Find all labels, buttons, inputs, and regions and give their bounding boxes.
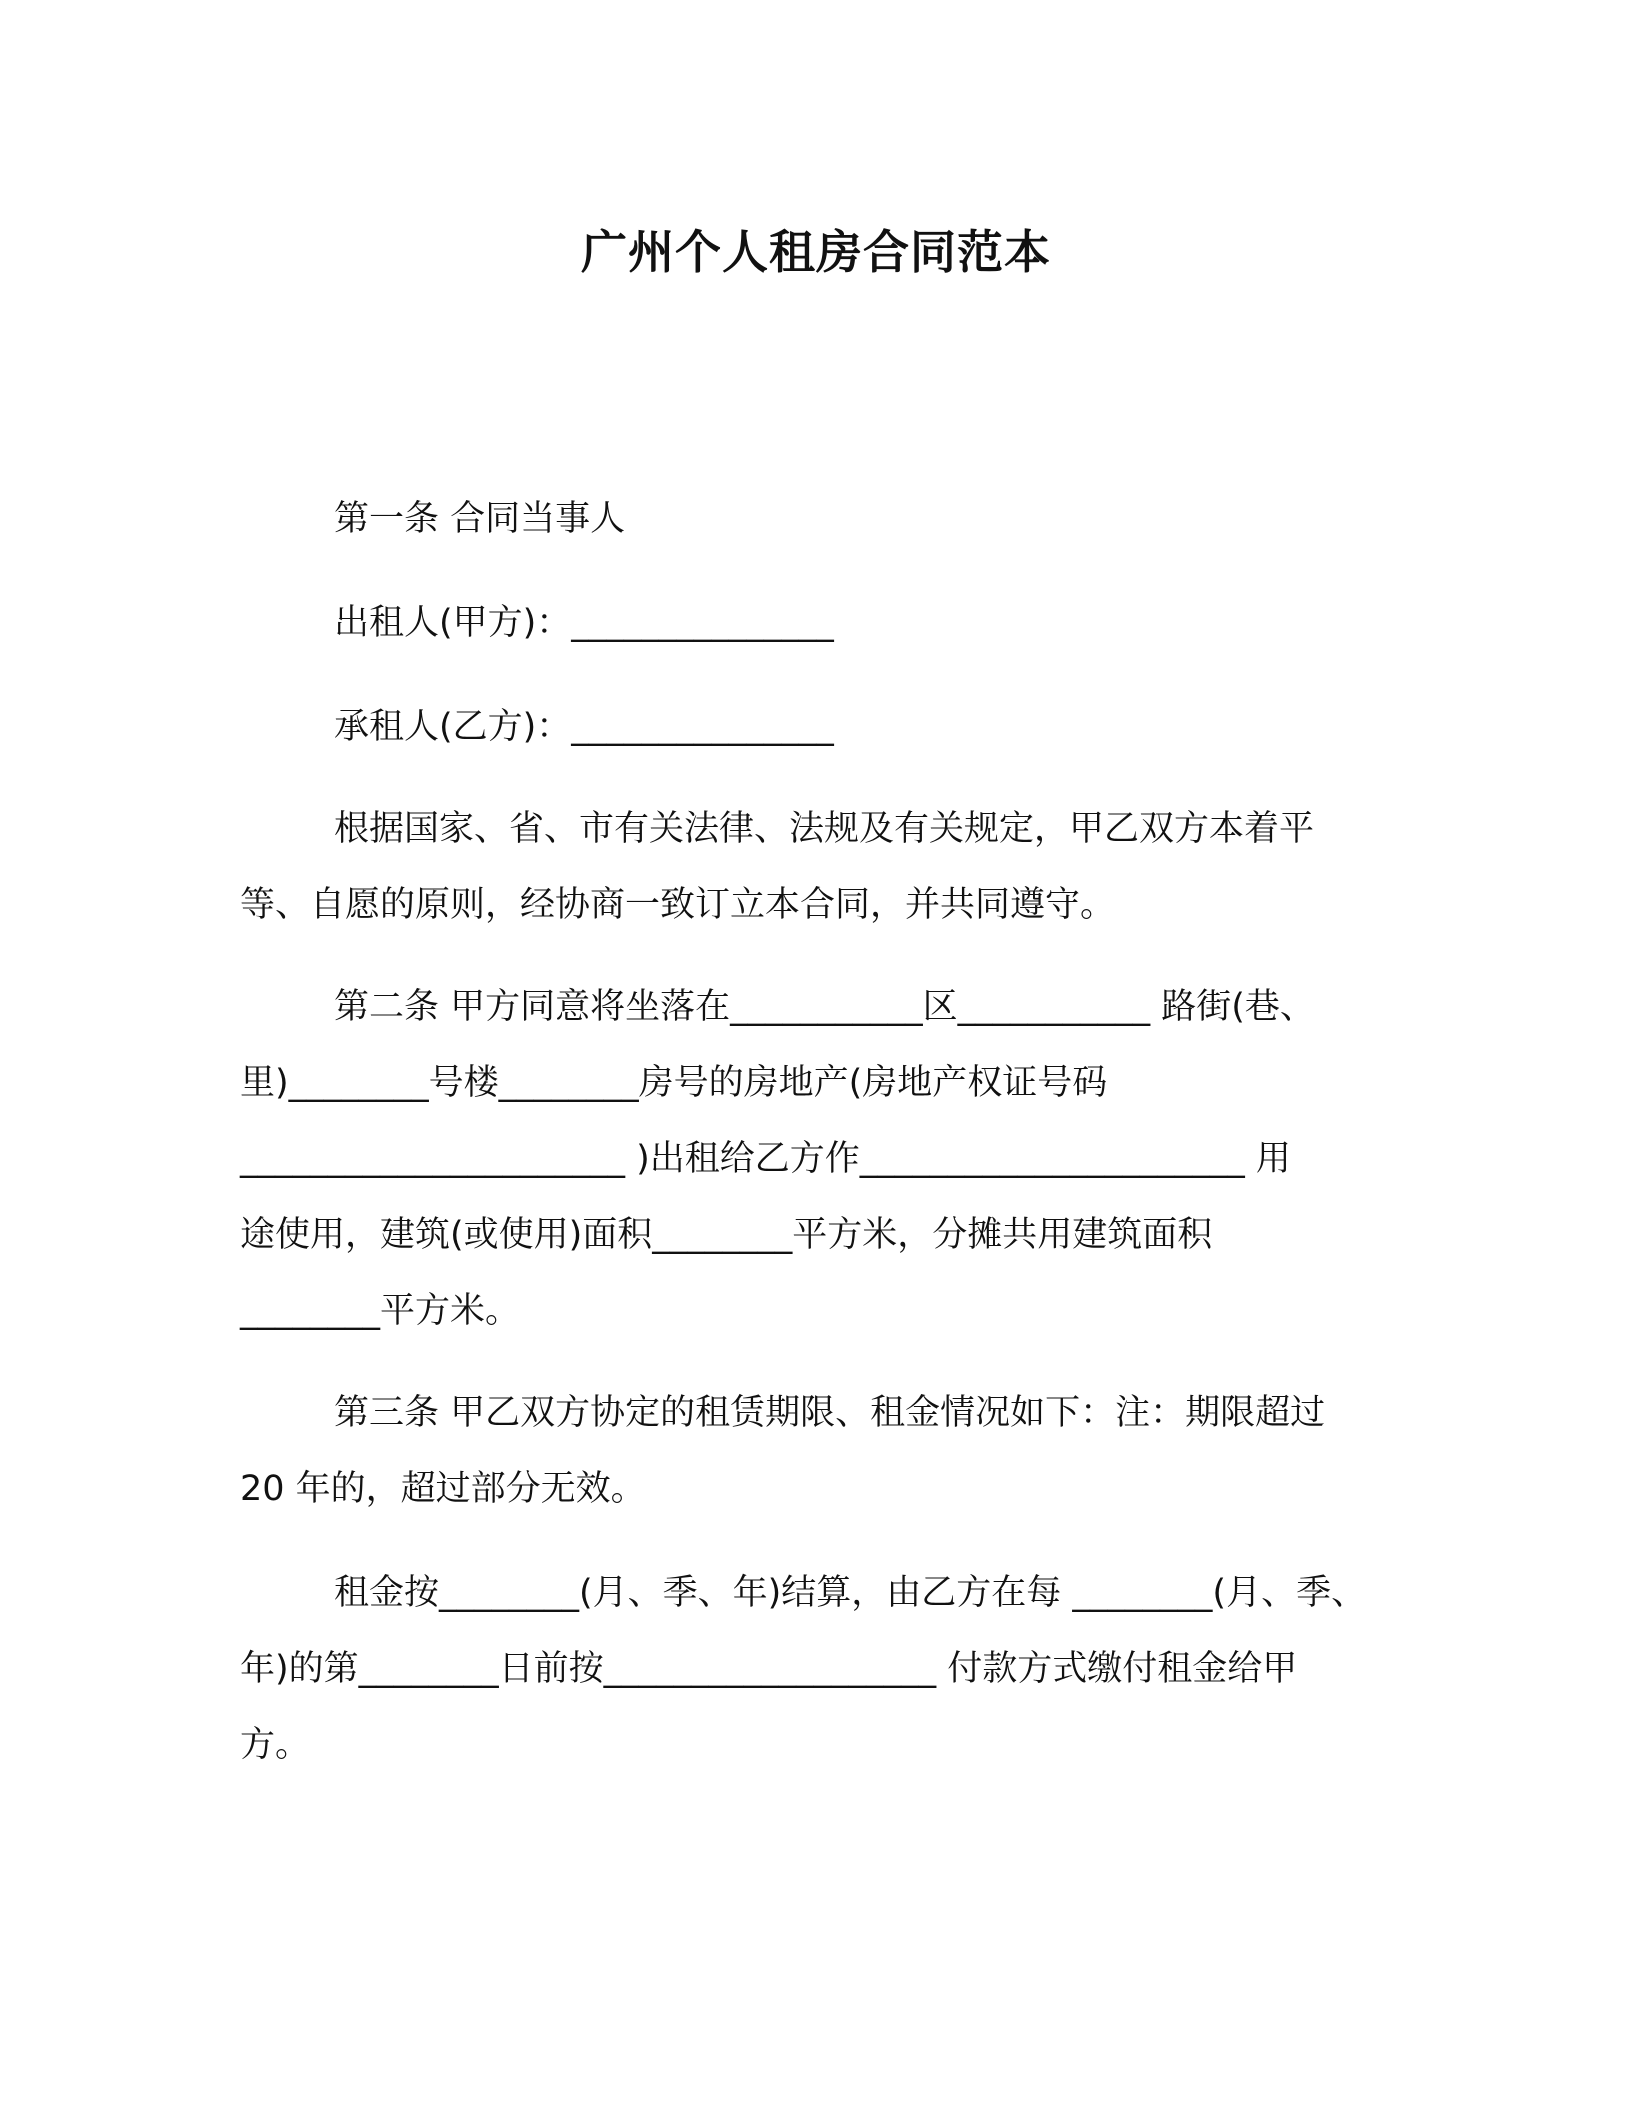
lessor-field: 出租人(甲方)：_______________	[334, 603, 834, 643]
document-title: 广州个人租房合同范本	[581, 225, 1051, 279]
rent-line-3: 方。	[240, 1725, 311, 1765]
article-1-heading: 第一条 合同当事人	[334, 499, 626, 539]
lessee-field: 承租人(乙方)：_______________	[334, 707, 834, 747]
article-2-line-1: 第二条 甲方同意将坐落在___________区___________ 路街(巷、	[334, 987, 1315, 1027]
rent-line-2: 年)的第________日前按___________________ 付款方式缴付租金给甲	[240, 1649, 1298, 1689]
article-3-line-1: 第三条 甲乙双方协定的租赁期限、租金情况如下：注：期限超过	[334, 1393, 1326, 1433]
article-2-line-5: ________平方米。	[240, 1291, 521, 1331]
article-3-line-2: 20 年的，超过部分无效。	[240, 1469, 646, 1509]
article-2-line-2: 里)________号楼________房号的房地产(房地产权证号码	[240, 1063, 1108, 1103]
preamble-line-2: 等、自愿的原则，经协商一致订立本合同，并共同遵守。	[240, 885, 1116, 925]
rent-line-1: 租金按________(月、季、年)结算，由乙方在每 ________(月、季、	[334, 1573, 1367, 1613]
article-2-line-4: 途使用，建筑(或使用)面积________平方米，分摊共用建筑面积	[240, 1215, 1213, 1255]
preamble-line-1: 根据国家、省、市有关法律、法规及有关规定，甲乙双方本着平	[334, 809, 1315, 849]
article-2-line-3: ______________________ )出租给乙方作______________________ 用	[240, 1139, 1291, 1179]
